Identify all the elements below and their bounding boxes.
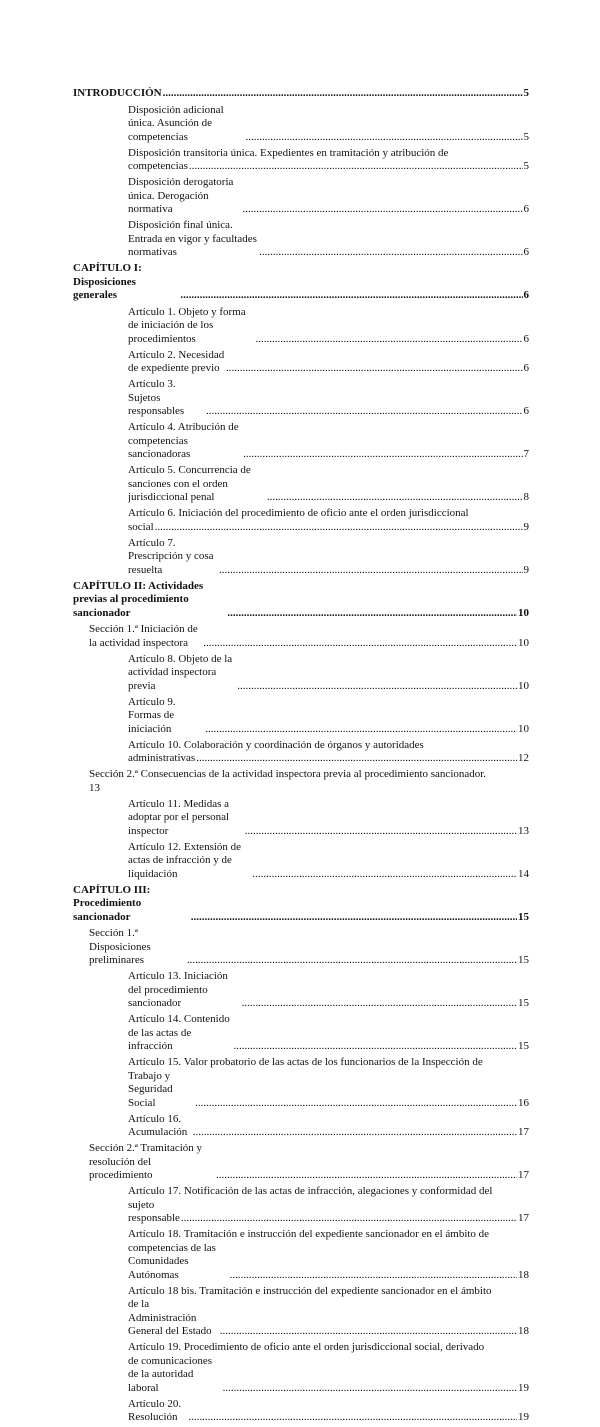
toc-item[interactable] (73, 537, 529, 578)
toc-item[interactable] (73, 507, 529, 534)
dot-leader (242, 997, 517, 1011)
toc-item[interactable] (73, 306, 529, 347)
toc-entry-text: Artículo 8. Objeto de la actividad inspectora previa (128, 652, 233, 692)
toc-item[interactable] (73, 147, 529, 174)
dot-leader (230, 1269, 517, 1283)
toc-page-number: 17 (518, 1169, 529, 1181)
toc-page-number: 6 (523, 362, 529, 374)
toc-entry-text: Artículo 4. Atribución de competencias sancionadoras (128, 421, 239, 460)
toc-item[interactable] (73, 104, 529, 145)
toc-entry-text: administrativas (128, 752, 196, 764)
toc-chapter[interactable] (73, 884, 529, 925)
toc-item[interactable] (73, 739, 529, 766)
toc-entry-text: Artículo 14. Contenido de las actas de infracción (128, 1013, 230, 1052)
toc-page-number: 5 (523, 87, 529, 99)
toc-item[interactable] (73, 1056, 529, 1110)
dot-leader (259, 246, 522, 260)
toc-page-number: 18 (518, 1325, 529, 1337)
toc-item[interactable] (73, 421, 529, 462)
toc-page-number: 6 (523, 246, 529, 258)
toc-entry-text: Disposición final única. Entrada en vigor y facultades normativas (128, 219, 257, 258)
dot-leader (181, 1212, 517, 1226)
dot-leader (187, 954, 517, 968)
toc-page-number: 19 (518, 1411, 529, 1423)
dot-leader (252, 868, 517, 882)
dot-leader (193, 1126, 517, 1140)
toc-chapter[interactable] (73, 262, 529, 303)
toc-entry-text: Sección 1.ª Iniciación de la actividad inspectora (89, 623, 198, 649)
toc-page-number: 16 (518, 1096, 529, 1109)
toc-item[interactable] (73, 696, 529, 737)
dot-leader (242, 203, 522, 217)
toc-entry-text: social (128, 520, 154, 533)
toc-item[interactable] (73, 970, 529, 1011)
dot-leader (237, 680, 517, 694)
toc-item[interactable] (73, 653, 529, 694)
toc-page-number: 7 (523, 448, 529, 460)
toc-item[interactable] (73, 1285, 529, 1339)
toc-item[interactable] (73, 349, 529, 376)
toc-entry-text: de la Administración General del Estado (128, 1298, 212, 1337)
toc-item[interactable] (73, 798, 529, 839)
toc-entry-text: competencias de las Comunidades Autónomas (128, 1241, 216, 1281)
toc-page-number: 9 (523, 520, 529, 533)
dot-leader (180, 289, 522, 303)
toc-entry-text: de comunicaciones de la autoridad laboral (128, 1354, 212, 1394)
toc-page-number: 15 (518, 1040, 529, 1052)
dot-leader (155, 521, 523, 535)
toc-page-number: 17 (518, 1126, 529, 1138)
toc-entry-text: Artículo 20. Resolución (128, 1397, 182, 1423)
toc-page-number: 6 (523, 332, 529, 345)
toc-entry-text: Artículo 1. Objeto y forma de iniciación de los procedimientos (128, 305, 246, 345)
toc-chapter[interactable] (73, 87, 529, 101)
toc-item[interactable] (73, 1113, 529, 1140)
toc-entry-text: CAPÍTULO III: Procedimiento sancionador (73, 883, 151, 923)
dot-leader (245, 825, 517, 839)
toc-entry-text-line1: Artículo 19. Procedimiento de oficio ante el orden jurisdiccional social, derivado (128, 1341, 485, 1353)
toc-section[interactable] (73, 768, 529, 795)
toc-item[interactable] (73, 1341, 529, 1395)
toc-page-number: 9 (523, 563, 529, 576)
toc-entry-text-line1: Sección 2.ª Consecuencias de la actividad inspectora previa al procedimiento sancionador. (89, 768, 487, 780)
dot-leader (226, 362, 523, 376)
dot-leader (203, 637, 517, 651)
toc-entry-text: Artículo 5. Concurrencia de sanciones con el orden jurisdiccional penal (128, 464, 251, 503)
toc-page-number: 10 (518, 679, 529, 692)
dot-leader (195, 1097, 517, 1111)
toc-entry-text: Artículo 11. Medidas a adoptar por el personal inspector (128, 797, 230, 837)
toc-entry-text: Artículo 12. Extensión de actas de infracción y de liquidación (128, 840, 242, 880)
toc-item[interactable] (73, 1398, 529, 1425)
toc-item[interactable] (73, 1013, 529, 1054)
toc-page-number: 10 (518, 722, 529, 735)
dot-leader (255, 333, 522, 347)
toc-entry-text: Artículo 3. Sujetos responsables (128, 378, 185, 417)
dot-leader (206, 405, 523, 419)
toc-item[interactable] (73, 176, 529, 217)
toc-page-number: 5 (523, 130, 529, 143)
toc-entry-text: Disposición derogatoria única. Derogación normativa (128, 176, 234, 215)
toc-page-number: 18 (518, 1268, 529, 1281)
dot-leader (216, 1169, 517, 1183)
toc-item[interactable] (73, 1228, 529, 1282)
toc-entry-text-line1: Artículo 17. Notificación de las actas de infracción, alegaciones y conformidad del (128, 1185, 493, 1197)
dot-leader (234, 1040, 517, 1054)
dot-leader (189, 160, 523, 174)
table-of-contents (73, 87, 529, 1427)
toc-page-number: 6 (523, 203, 529, 215)
toc-entry-text: sujeto responsable (128, 1198, 180, 1224)
toc-entry-text: Artículo 13. Iniciación del procedimiento sancionador (128, 970, 228, 1009)
toc-entry-text-line1: Artículo 15. Valor probatorio de las actas de los funcionarios de la Inspección de (128, 1056, 483, 1068)
toc-entry-text: Sección 2.ª Tramitación y resolución del procedimiento (89, 1142, 203, 1181)
toc-entry-text-line1: Artículo 18 bis. Tramitación e instrucción del expediente sancionador en el ámbito (128, 1284, 492, 1297)
toc-entry-text: Artículo 7. Prescripción y cosa resuelta (128, 536, 214, 576)
toc-item[interactable] (73, 1185, 529, 1226)
dot-leader (220, 1325, 517, 1339)
toc-item[interactable] (73, 219, 529, 260)
toc-page-number: 19 (518, 1381, 529, 1394)
toc-page-number: 6 (523, 289, 529, 301)
toc-entry-text: Artículo 2. Necesidad de expediente previo (128, 348, 225, 374)
dot-leader (196, 752, 517, 766)
toc-page-number: 15 (518, 997, 529, 1009)
toc-page-number: 6 (523, 405, 529, 417)
toc-page-number: 12 (518, 752, 529, 764)
toc-page-number: 13 (518, 824, 529, 837)
dot-leader (267, 491, 523, 505)
toc-item[interactable] (73, 841, 529, 882)
toc-page-number: 8 (523, 491, 529, 503)
dot-leader (191, 911, 517, 925)
dot-leader (245, 131, 522, 145)
dot-leader (243, 448, 522, 462)
toc-section[interactable] (73, 1142, 529, 1183)
toc-page-number: 5 (523, 160, 529, 172)
dot-leader (219, 564, 523, 578)
dot-leader (188, 1411, 517, 1425)
toc-page-number: 14 (518, 867, 529, 880)
dot-leader (227, 607, 517, 621)
toc-entry-text: CAPÍTULO I: Disposiciones generales (73, 262, 142, 301)
dot-leader (163, 87, 523, 101)
toc-page-number: 17 (518, 1212, 529, 1224)
toc-page-number: 15 (518, 910, 529, 923)
toc-entry-text: CAPÍTULO II: Actividades previas al procedimiento sancionador (73, 579, 204, 619)
toc-item[interactable] (73, 464, 529, 505)
toc-entry-text-line1: Disposición transitoria única. Expedientes en tramitación y atribución de (128, 146, 449, 159)
dot-leader (205, 723, 517, 737)
toc-entry-text: Disposición adicional única. Asunción de competencias (128, 103, 224, 143)
dot-leader (223, 1382, 517, 1396)
toc-section[interactable] (73, 927, 529, 968)
toc-page-number: 15 (518, 954, 529, 966)
toc-entry-text-line1: Artículo 6. Iniciación del procedimiento de oficio ante el orden jurisdiccional (128, 507, 469, 519)
toc-item[interactable] (73, 378, 529, 419)
toc-entry-text: Artículo 9. Formas de iniciación (128, 695, 176, 735)
toc-entry-text: Sección 1.ª Disposiciones preliminares (89, 927, 151, 966)
toc-entry-text-line1: Artículo 18. Tramitación e instrucción del expediente sancionador en el ámbito de (128, 1228, 490, 1240)
toc-entry-text: INTRODUCCIÓN (73, 87, 162, 99)
toc-page-number: 10 (518, 636, 529, 649)
toc-entry-text-line1: Artículo 10. Colaboración y coordinación de órganos y autoridades (128, 738, 424, 751)
toc-page-number: 10 (518, 606, 529, 619)
toc-section[interactable] (73, 623, 529, 650)
toc-entry-text: competencias (128, 160, 188, 172)
toc-chapter[interactable] (73, 580, 529, 621)
toc-page-number: 13 (89, 781, 100, 794)
toc-entry-text: Artículo 16. Acumulación (128, 1112, 188, 1138)
toc-entry-text: Trabajo y Seguridad Social (128, 1069, 173, 1109)
